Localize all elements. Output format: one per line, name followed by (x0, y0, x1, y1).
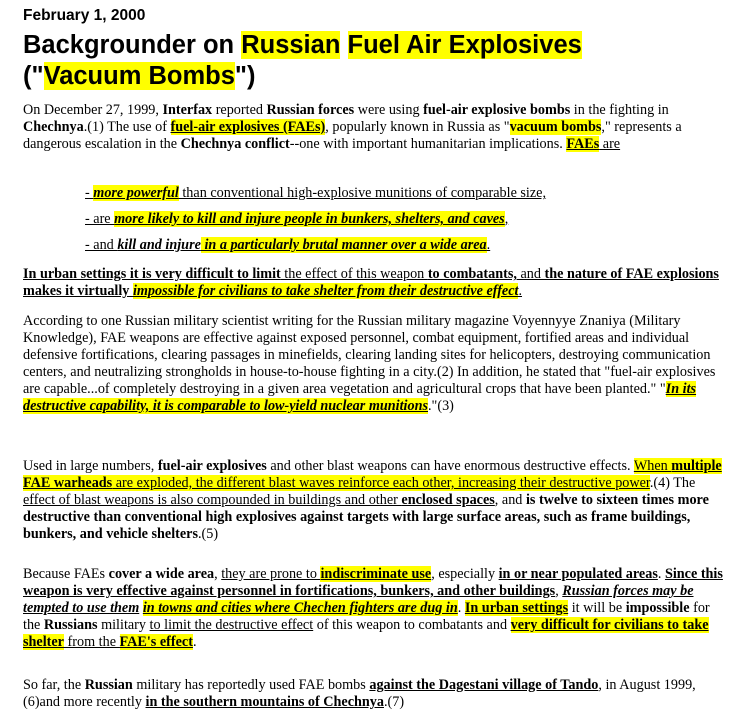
text-run: military (97, 617, 150, 633)
highlighted-text: impossible for civilians to take shelter from their destructive effect (132, 283, 519, 299)
title-part: Backgrounder on (23, 31, 242, 59)
text-run: to limit the destructive effect (149, 617, 314, 633)
highlighted-text: indiscriminate use (320, 566, 432, 582)
bullet-list (85, 185, 725, 263)
highlighted-text: very difficult for civilians to take shelter (23, 617, 709, 650)
text-run: Russian forces (266, 102, 355, 118)
paragraph-so-far (23, 677, 723, 711)
list-item (85, 211, 725, 237)
text-run: . (486, 237, 491, 253)
text-run: and (516, 266, 545, 282)
document-date: February 1, 2000 (23, 7, 146, 24)
text-run: in the southern mountains of Chechnya (145, 694, 384, 710)
text-run: to combatants, (427, 266, 517, 282)
text-run: kill and injure (117, 237, 201, 253)
text-run: are (599, 136, 621, 152)
text-run: According to one Russian military scientist writing for the Russian military magazine Voyennyye Znaniya (Military Knowledge), FAE weapons are effective against exposed personnel, combat equipment, fortified areas and individual defensive fortifications, clearing passages in minefields, clearing landing sites for helicopters, destroying communication centers, and neutralizing strongholds in house-to-house fighting in a city.(2) In addition, he stated that "fuel-air explosives are capable...of completely destroying in a given area vegetation and agricultural crops that have been planted." " (23, 313, 716, 397)
highlighted-text: are exploded, the different blast waves reinforce each other, increasing their destructive power (112, 475, 650, 491)
text-run: against the Dagestani village of Tando (369, 677, 599, 693)
text-run: .(5) (198, 526, 219, 542)
text-run: . (457, 600, 465, 616)
title-part (340, 31, 347, 59)
text-run: Since this weapon is very effective against personnel in fortifications, bunkers, and other buildings (23, 566, 723, 599)
text-run: So far, the (23, 677, 85, 693)
highlighted-text: In urban settings (464, 600, 569, 616)
text-run: .(7) (383, 694, 405, 710)
list-item (85, 237, 725, 263)
text-run: military has reportedly used FAE bombs (132, 677, 370, 693)
text-run: it will be (568, 600, 626, 616)
page-title (23, 30, 743, 92)
text-run: fuel-air explosive bombs (423, 102, 571, 118)
text-run: . (518, 283, 523, 299)
text-run: Chechnya conflict (180, 136, 290, 152)
text-run: Interfax (162, 102, 213, 118)
paragraph-military-scientist (23, 313, 723, 415)
text-run: enclosed spaces (401, 492, 495, 508)
text-run: - (85, 185, 94, 201)
text-run: for the (23, 600, 710, 633)
title-highlight: Russian (241, 31, 341, 59)
text-run: - and (85, 237, 118, 253)
text-run: .(4) The (649, 475, 696, 491)
highlighted-text: multiple FAE warheads (23, 458, 722, 491)
text-run: Russian (84, 677, 133, 693)
text-run: - are (85, 211, 115, 227)
text-run: Russians (43, 617, 98, 633)
highlighted-text: in a particularly brutal manner over a wide area (200, 237, 487, 253)
text-run: fuel-air explosives (157, 458, 267, 474)
text-run: Chechnya (23, 119, 84, 135)
text-run: , (555, 583, 563, 599)
paragraph-intro (23, 102, 723, 153)
text-run: impossible (625, 600, 690, 616)
paragraph-urban-settings (23, 266, 723, 300)
text-run: , popularly known in Russia as " (325, 119, 510, 135)
highlighted-text: FAE's effect (119, 634, 193, 650)
text-run: --one with important humanitarian implications. (289, 136, 567, 152)
title-part: ") (234, 62, 256, 90)
text-run: ."(3) (428, 398, 454, 414)
text-run: , especially (431, 566, 499, 582)
text-run: in the fighting in (570, 102, 669, 118)
text-run: Because FAEs (23, 566, 109, 582)
text-run: reported (212, 102, 267, 118)
text-run: ," represents a dangerous escalation in the (23, 119, 682, 152)
text-run: , (214, 566, 222, 582)
paragraph-blast-effects (23, 458, 723, 543)
text-run: the effect of this weapon (280, 266, 428, 282)
text-run: and other blast weapons can have enormous destructive effects. (266, 458, 634, 474)
text-run: the nature of FAE explosions makes it virtually (23, 266, 719, 299)
title-highlight: Fuel Air Explosives (347, 31, 582, 59)
text-run: cover a wide area (108, 566, 215, 582)
highlighted-text: in towns and cities where Chechen fighters are dug in (142, 600, 458, 616)
highlighted-text: more powerful (93, 185, 179, 201)
text-run: , in August 1999,(6)and more recently (23, 677, 696, 710)
text-run: from the (63, 634, 120, 650)
highlighted-text: In its destructive capability, it is comparable to low-yield nuclear munitions (23, 381, 697, 414)
title-highlight: Vacuum Bombs (43, 62, 235, 90)
highlighted-text: fuel-air explosives (FAEs) (170, 119, 326, 135)
list-item (85, 185, 725, 211)
text-run: they are prone to (221, 566, 321, 582)
text-run: . (192, 634, 197, 650)
text-run: in or near populated areas (498, 566, 658, 582)
paragraph-indiscriminate-use (23, 566, 723, 651)
highlighted-text: FAEs (566, 136, 600, 152)
text-run: . (657, 566, 665, 582)
text-run: than conventional high-explosive munitions of comparable size, (178, 185, 547, 201)
highlighted-text: vacuum bombs (509, 119, 602, 135)
text-run: In urban settings it is very difficult to limit (23, 266, 281, 282)
text-run: .(1) The use of (83, 119, 171, 135)
text-run: of this weapon to combatants and (313, 617, 511, 633)
text-run: , (504, 211, 509, 227)
text-run: , and (494, 492, 526, 508)
text-run: effect of blast weapons is also compounded in buildings and other (23, 492, 402, 508)
text-run: On December 27, 1999, (23, 102, 163, 118)
highlighted-text: more likely to kill and injure people in bunkers, shelters, and caves (114, 211, 505, 227)
highlighted-text: When (633, 458, 672, 474)
title-part: (" (23, 62, 44, 90)
text-run: Used in large numbers, (23, 458, 158, 474)
text-run: were using (354, 102, 424, 118)
text-run: Russian forces may be tempted to use them (23, 583, 694, 616)
text-run: is twelve to sixteen times more destructive than conventional high explosives against targets with large surface areas, such as frame buildings, bunkers, and vehicle shelters (23, 492, 709, 542)
